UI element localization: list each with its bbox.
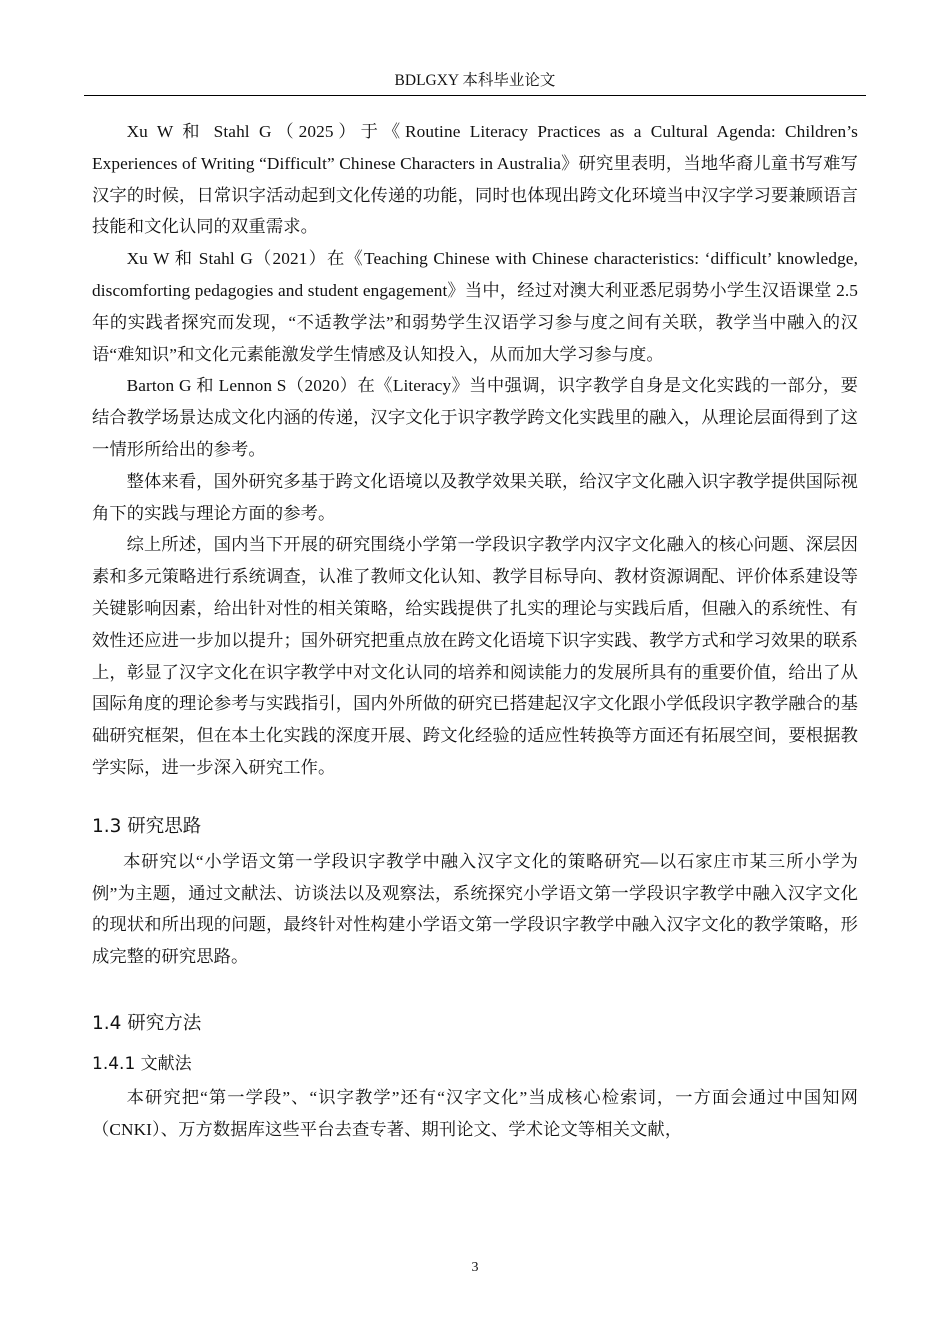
paragraph-xu-stahl-2021: Xu W 和 Stahl G（2021）在《Teaching Chinese with Chinese characteristics: ‘difficult’ knowledge, discomforting pedagogies and student engagement》当中，经过对澳大利亚悉尼弱势小学生汉语课堂 2.5 年的实践者探究而发现，“不适教学法”和弱势学生汉语学习参与度之间有关联，教学当中融入的汉语“难知识”和文化元素能激发学生情感及认知投入，从而加大学习参与度。 [92,249,858,364]
paragraph-barton-lennon-2020: Barton G 和 Lennon S（2020）在《Literacy》当中强调，识字教学自身是文化实践的一部分，要结合教学场景达成文化内涵的传递，汉字文化于识字教学跨文化实践里的融入，从理论层面得到了这一情形所给出的参考。 [92,376,858,459]
subsection-heading-1-4-1: 1.4.1 文献法 [92,1053,192,1074]
paragraph-research-approach: 本研究以“小学语文第一学段识字教学中融入汉字文化的策略研究—以石家庄市某三所小学为例”为主题，通过文献法、访谈法以及观察法，系统探究小学语文第一学段识字教学中融入汉字文化的现状和所出现的问题，最终针对性构建小学语文第一学段识字教学中融入汉字文化的教学策略，形成完整的研究思路。 [92,851,858,967]
page-number: 3 [471,1260,479,1275]
body-text [92,116,858,1146]
section-heading-1-4: 1.4 研究方法 [92,1012,202,1034]
paragraph-overseas-summary: 整体来看，国外研究多基于跨文化语境以及教学效果关联，给汉字文化融入识字教学提供国际视角下的实践与理论方面的参考。 [92,471,858,523]
paragraph-literature-method: 本研究把“第一学段”、“识字教学”还有“汉字文化”当成核心检索词，一方面会通过中国知网（CNKI）、万方数据库这些平台去查专著、期刊论文、学术论文等相关文献， [92,1087,858,1139]
paragraph-xu-stahl-2025: Xu W 和 Stahl G（2025）于《Routine Literacy Practices as a Cultural Agenda: Children’s Experiences of Writing “Difficult” Chinese Characters in Australia》研究里表明，当地华裔儿童书写难写汉字的时候，日常识字活动起到文化传递的功能，同时也体现出跨文化环境当中汉字学习要兼顾语言技能和文化认同的双重需求。 [92,122,858,237]
section-heading-1-3: 1.3 研究思路 [92,815,202,837]
paragraph-literature-conclusion: 综上所述，国内当下开展的研究围绕小学第一学段识字教学内汉字文化融入的核心问题、深层因素和多元策略进行系统调查，认准了教师文化认知、教学目标导向、教材资源调配、评价体系建设等关键影响因素，给出针对性的相关策略，给实践提供了扎实的理论与实践后盾，但融入的系统性、有效性还应进一步加以提升；国外研究把重点放在跨文化语境下识字实践、教学方式和学习效果的联系上，彰显了汉字文化在识字教学中对文化认同的培养和阅读能力的发展所具有的重要价值，给出了从国际角度的理论参考与实践指引，国内外所做的研究已搭建起汉字文化跟小学低段识字教学融合的基础研究框架，但在本土化实践的深度开展、跨文化经验的适应性转换等方面还有拓展空间，要根据教学实际，进一步深入研究工作。 [92,535,858,777]
running-header: BDLGXY 本科毕业论文 [84,68,866,96]
